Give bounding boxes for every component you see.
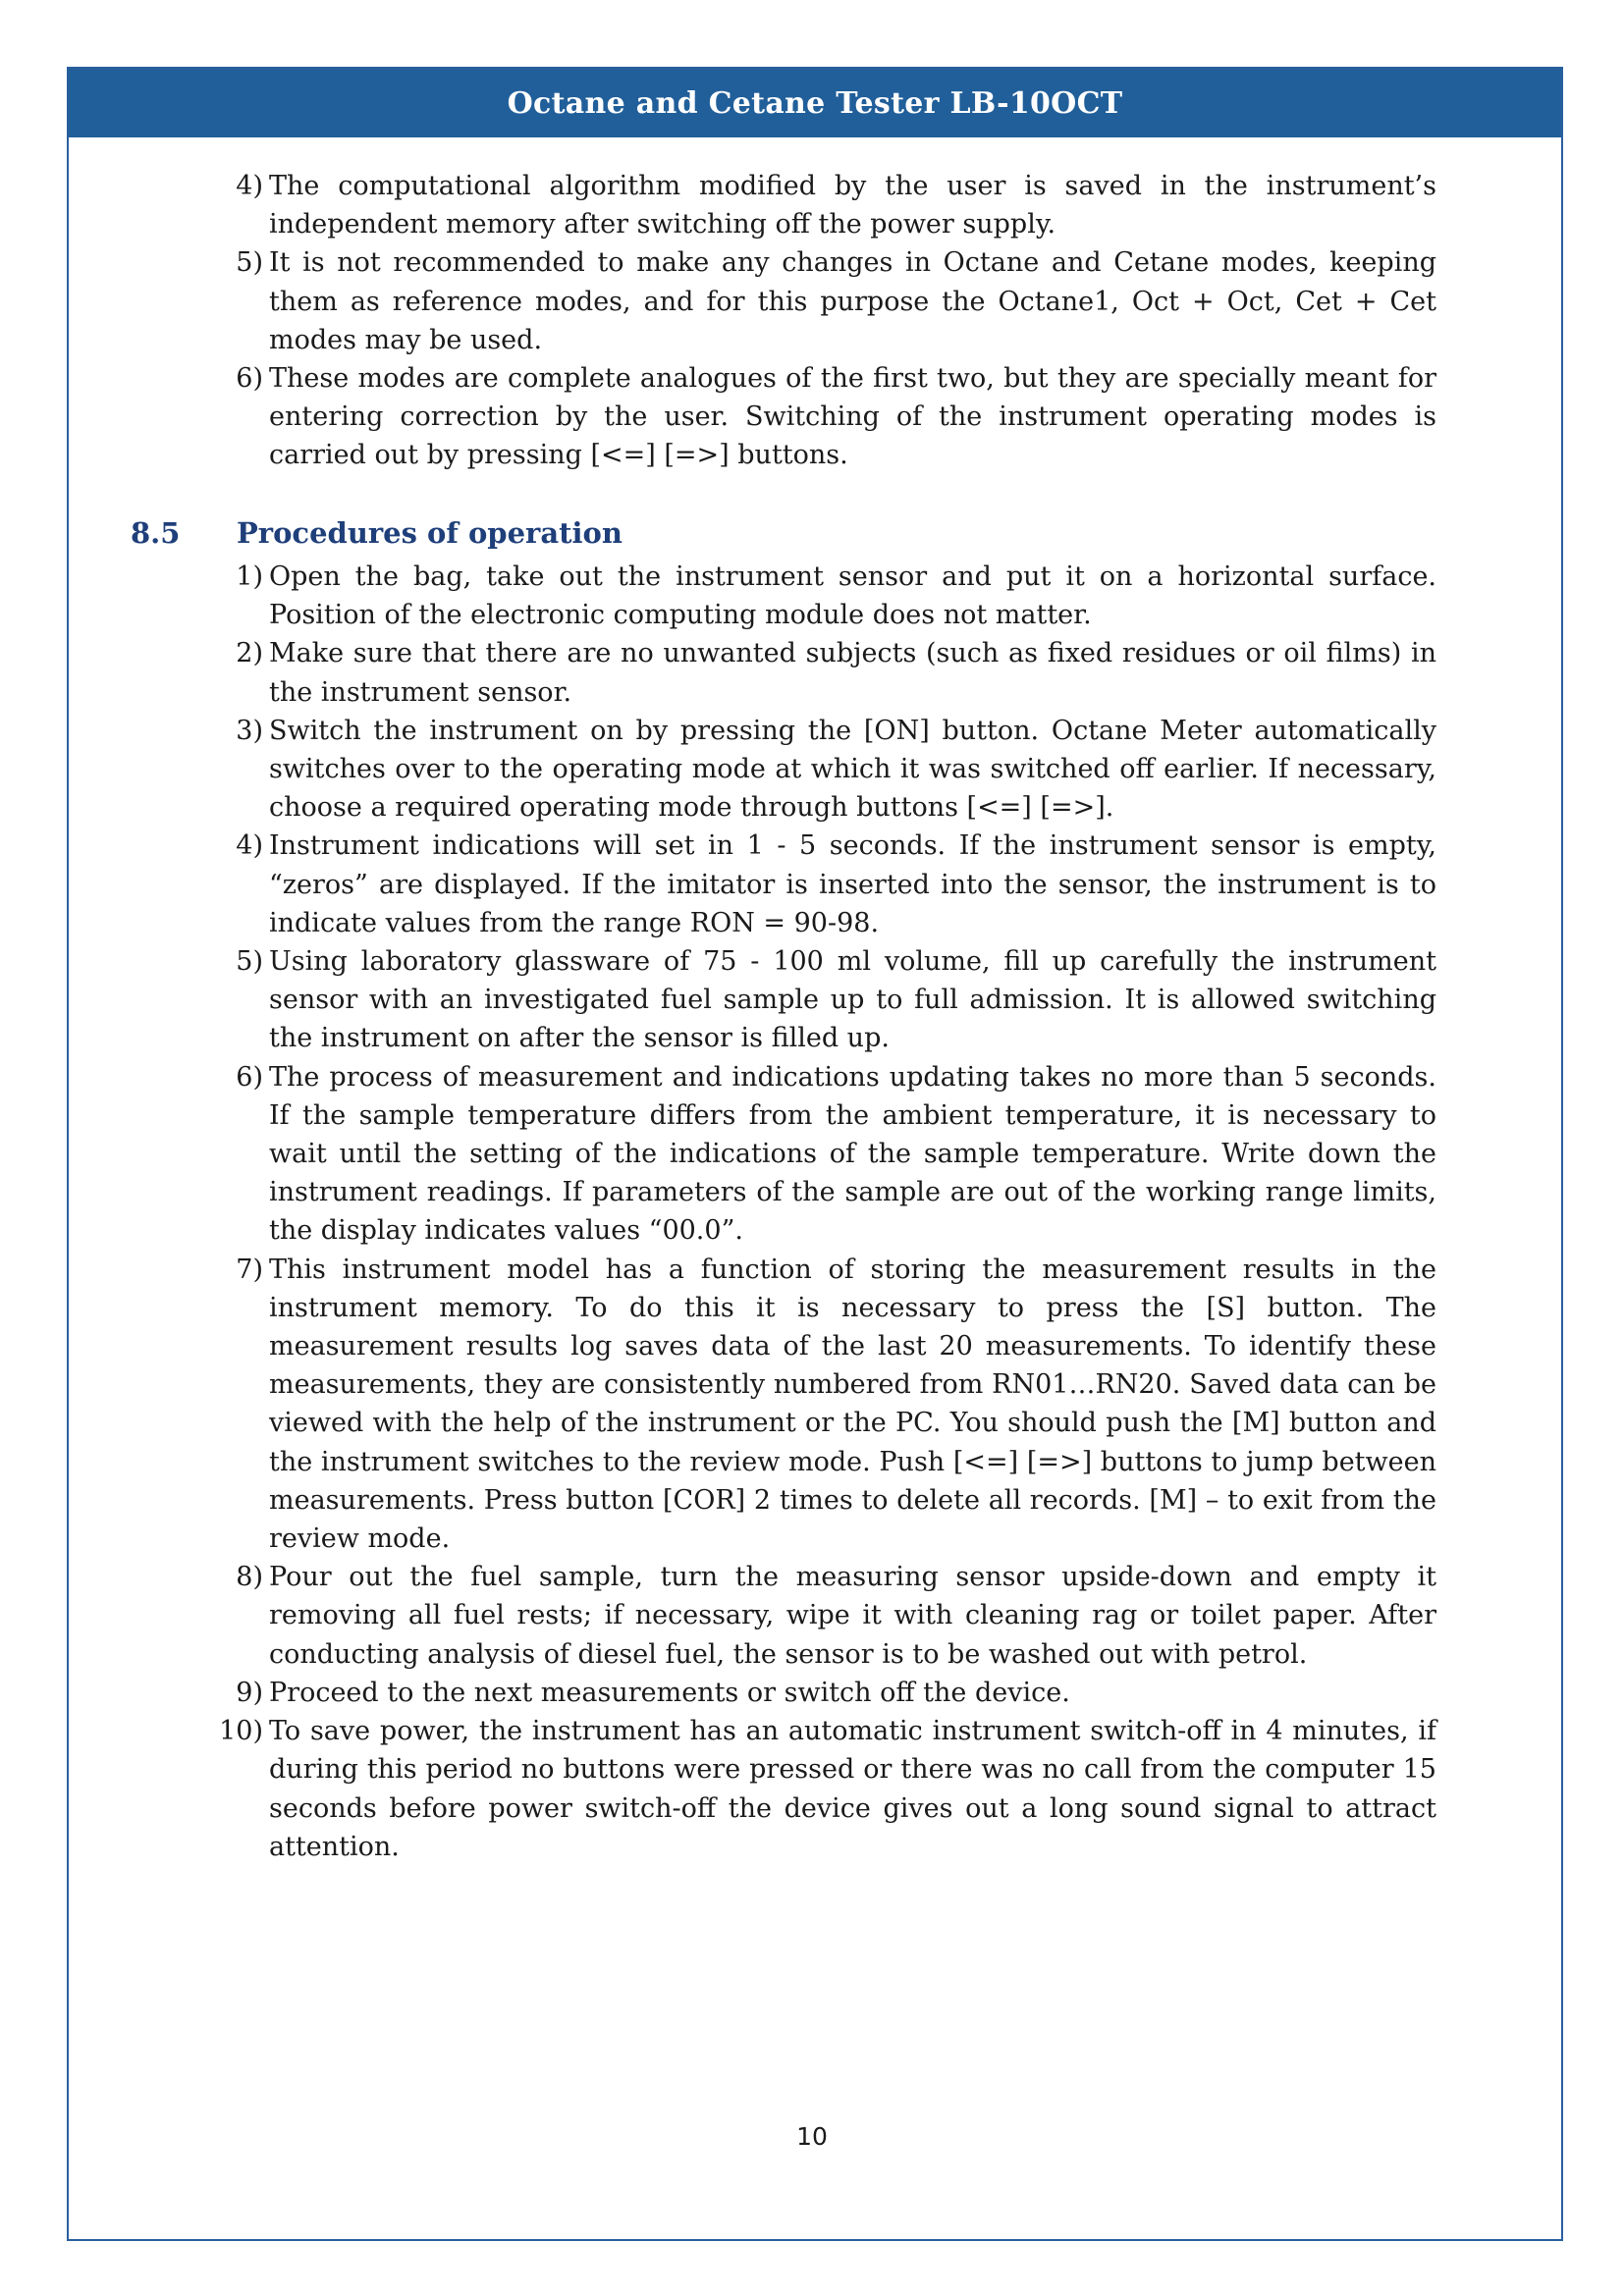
- list-item: [177, 359, 1436, 475]
- item-number: 3): [236, 715, 263, 746]
- list-item: [177, 1558, 1436, 1674]
- item-text: Switch the instrument on by pressing the [ON] button. Octane Meter automatically switches over to the operating mode at which it was switched off earlier. If necessary, choose a required operating mode through buttons [<=] [=>].: [269, 715, 1436, 824]
- item-number: 5): [236, 946, 263, 978]
- item-text: Make sure that there are no unwanted subjects (such as fixed residues or oil films) in the instrument sensor.: [269, 638, 1436, 708]
- list-item: [177, 558, 1436, 634]
- list-item: [177, 1251, 1436, 1559]
- list-item: [177, 634, 1436, 711]
- list-item: [177, 1058, 1436, 1251]
- item-text: Using laboratory glassware of 75 - 100 ml volume, fill up carefully the instrument sensor with an investigated fuel sample up to full admission. It is allowed switching the instrument on after the sensor is filled up.: [269, 946, 1436, 1054]
- item-text: This instrument model has a function of storing the measurement results in the instrument memory. To do this it is necessary to press the [S] button. The measurement results log saves data of the last 20 measurements. To identify these measurements, they are consistently numbered from RN01…RN20. Saved data can be viewed with the help of the instrument or the PC. You should push the [M] button and the instrument switches to the review mode. Push [<=] [=>] buttons to jump between measurements. Press button [COR] 2 times to delete all records. [M] – to exit from the review mode.: [269, 1254, 1436, 1555]
- item-number: 2): [236, 638, 263, 669]
- list-item: [177, 712, 1436, 828]
- page-number: 10: [796, 2122, 828, 2151]
- list-item: [177, 243, 1436, 359]
- item-text: These modes are complete analogues of the first two, but they are specially meant for entering correction by the user. Switching of the instrument operating modes is carried out by pressing [<=] [=>] buttons.: [269, 363, 1436, 471]
- list-item: [177, 1674, 1436, 1712]
- item-text: Instrument indications will set in 1 - 5 seconds. If the instrument sensor is empty, “zeros” are displayed. If the imitator is inserted into the sensor, the instrument is to indicate values from the range RON = 90-98.: [269, 830, 1436, 938]
- item-number: 7): [236, 1254, 263, 1285]
- item-text: Proceed to the next measurements or switch off the device.: [269, 1677, 1070, 1708]
- item-text: It is not recommended to make any changes in Octane and Cetane modes, keeping them as reference modes, and for this purpose the Octane1, Oct + Oct, Cet + Cet modes may be used.: [269, 247, 1436, 355]
- list-item: [177, 167, 1436, 243]
- section-title: Procedures of operation: [237, 516, 623, 550]
- item-number: 5): [236, 247, 263, 279]
- item-number: 4): [236, 830, 263, 862]
- section-heading: [131, 516, 623, 550]
- document-title: Octane and Cetane Tester LB-10OCT: [507, 85, 1123, 121]
- item-text: The process of measurement and indications updating takes no more than 5 seconds. If the sample temperature differs from the ambient temperature, it is necessary to wait until the setting of the indications of the sample temperature. Write down the instrument readings. If parameters of the sample are out of the working range limits, the display indicates values “00.0”.: [269, 1061, 1436, 1247]
- item-text: Pour out the fuel sample, turn the measuring sensor upside-down and empty it removing all fuel rests; if necessary, wipe it with cleaning rag or toilet paper. After conducting analysis of diesel fuel, the sensor is to be washed out with petrol.: [269, 1562, 1436, 1670]
- item-text: To save power, the instrument has an automatic instrument switch-off in 4 minutes, if during this period no buttons were pressed or there was no call from the computer 15 seconds before power switch-off the device gives out a long sound signal to attract attention.: [269, 1716, 1436, 1862]
- item-number: 6): [236, 1061, 263, 1093]
- section-number: 8.5: [131, 516, 181, 550]
- list-item: [177, 942, 1436, 1058]
- item-number: 10): [219, 1716, 263, 1747]
- intro-list: [177, 167, 1436, 475]
- list-item: [177, 827, 1436, 942]
- item-number: 6): [236, 363, 263, 395]
- procedure-list: [177, 558, 1436, 1866]
- item-text: Open the bag, take out the instrument sensor and put it on a horizontal surface. Position of the electronic computing module does not matter.: [269, 561, 1436, 631]
- item-number: 1): [236, 561, 263, 592]
- item-text: The computational algorithm modified by the user is saved in the instrument’s independent memory after switching off the power supply.: [269, 171, 1436, 240]
- item-number: 4): [236, 171, 263, 201]
- list-item: [177, 1712, 1436, 1866]
- item-number: 9): [236, 1677, 263, 1708]
- item-number: 8): [236, 1562, 263, 1593]
